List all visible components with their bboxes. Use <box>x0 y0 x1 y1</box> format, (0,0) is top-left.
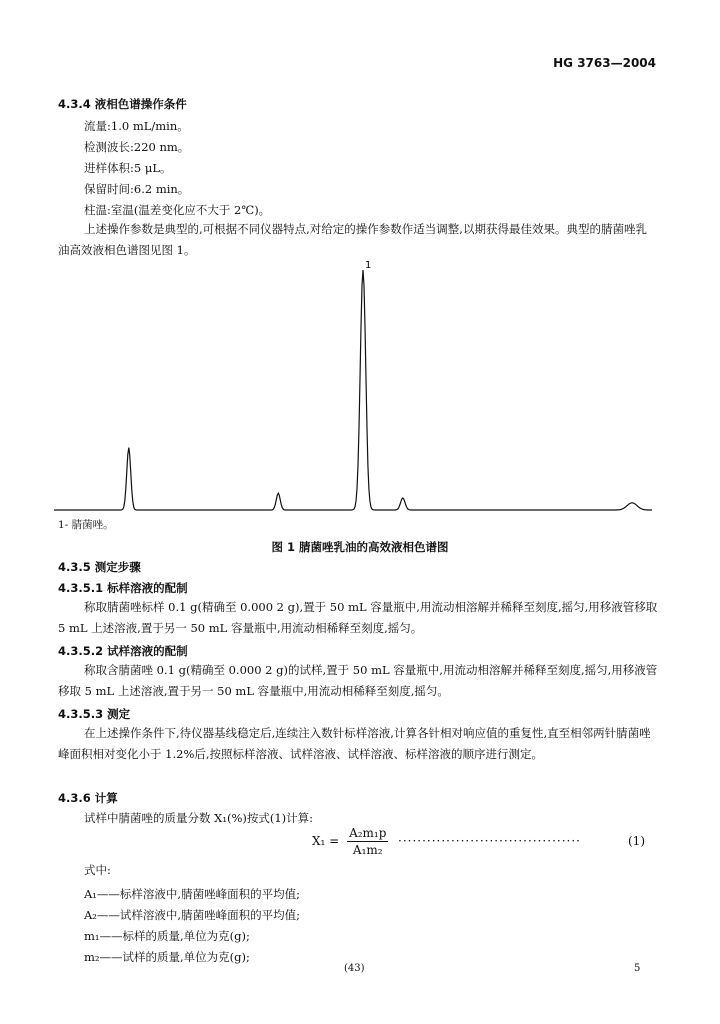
chromatogram-trace <box>54 270 652 510</box>
condition-flow: 流量:1.0 mL/min。 <box>84 119 189 133</box>
chromatogram <box>54 258 664 518</box>
formula-fraction <box>347 826 388 857</box>
paragraph-4-3-4: 上述操作参数是典型的,可根据不同仪器特点,对给定的操作参数作适当调整,以期获得最佳效果。典型的腈菌唑乳油高效液相色谱图见图 1。 <box>58 222 647 257</box>
formula-lhs: X₁ = <box>312 834 340 848</box>
heading-4-3-5: 4.3.5 测定步骤 <box>58 560 141 574</box>
paragraph-4-3-5-3: 在上述操作条件下,待仪器基线稳定后,连续注入数针标样溶液,计算各针相对响应值的重复性,直至相邻两针腈菌唑峰面积相对变化小于 1.2%后,按照标样溶液、试样溶液、试样溶液、标样溶液的顺序进行测定。 <box>58 726 651 761</box>
heading-4-3-5-3: 4.3.5.3 测定 <box>58 707 131 721</box>
formula-leader-dots: ······································ <box>398 834 581 848</box>
formula-numerator: A₂m₁p <box>349 826 387 840</box>
heading-4-3-4: 4.3.4 液相色谱操作条件 <box>58 97 187 111</box>
condition-wavelength: 检测波长:220 nm。 <box>84 140 190 154</box>
definition-m2: m₂——试样的质量,单位为克(g); <box>84 950 250 964</box>
heading-4-3-5-1: 4.3.5.1 标样溶液的配制 <box>58 581 188 595</box>
condition-retention: 保留时间:6.2 min。 <box>84 182 190 196</box>
figure-caption: 图 1 腈菌唑乳油的高效液相色谱图 <box>271 540 449 554</box>
definition-m1: m₁——标样的质量,单位为克(g); <box>84 929 250 943</box>
formula-denominator: A₁m₂ <box>352 843 383 857</box>
standard-number: HG 3763—2004 <box>553 56 656 70</box>
heading-4-3-5-2: 4.3.5.2 试样溶液的配制 <box>58 644 188 658</box>
figure-legend: 1- 腈菌唑。 <box>58 519 114 531</box>
calculation-intro: 试样中腈菌唑的质量分数 X₁(%)按式(1)计算: <box>84 811 314 825</box>
condition-volume: 进样体积:5 μL。 <box>84 161 172 175</box>
condition-temperature: 柱温:室温(温差变化应不大于 2℃)。 <box>84 203 271 217</box>
page-number-right: 5 <box>634 963 641 974</box>
paragraph-4-3-5-2: 称取含腈菌唑 0.1 g(精确至 0.000 2 g)的试样,置于 50 mL 容量瓶中,用流动相溶解并稀释至刻度,摇匀,用移液管移取 5 mL 上述溶液,置于另一 50 mL 容量瓶中,用流动相稀释至刻度,摇匀。 <box>58 663 658 698</box>
formula-1 <box>312 826 388 857</box>
paragraph-4-3-5-1: 称取腈菌唑标样 0.1 g(精确至 0.000 2 g),置于 50 mL 容量瓶中,用流动相溶解并稀释至刻度,摇匀,用移液管移取 5 mL 上述溶液,置于另一 50 mL 容量瓶中,用流动相稀释至刻度,摇匀。 <box>58 600 658 635</box>
heading-4-3-6: 4.3.6 计算 <box>58 791 118 805</box>
where-label: 式中: <box>84 863 111 877</box>
peak-label-1: 1 <box>365 260 372 271</box>
equation-number: (1) <box>628 834 645 848</box>
definition-a1: A₁——标样溶液中,腈菌唑峰面积的平均值; <box>84 887 300 901</box>
page-number-center: (43) <box>344 963 365 974</box>
definition-a2: A₂——试样溶液中,腈菌唑峰面积的平均值; <box>84 908 300 922</box>
